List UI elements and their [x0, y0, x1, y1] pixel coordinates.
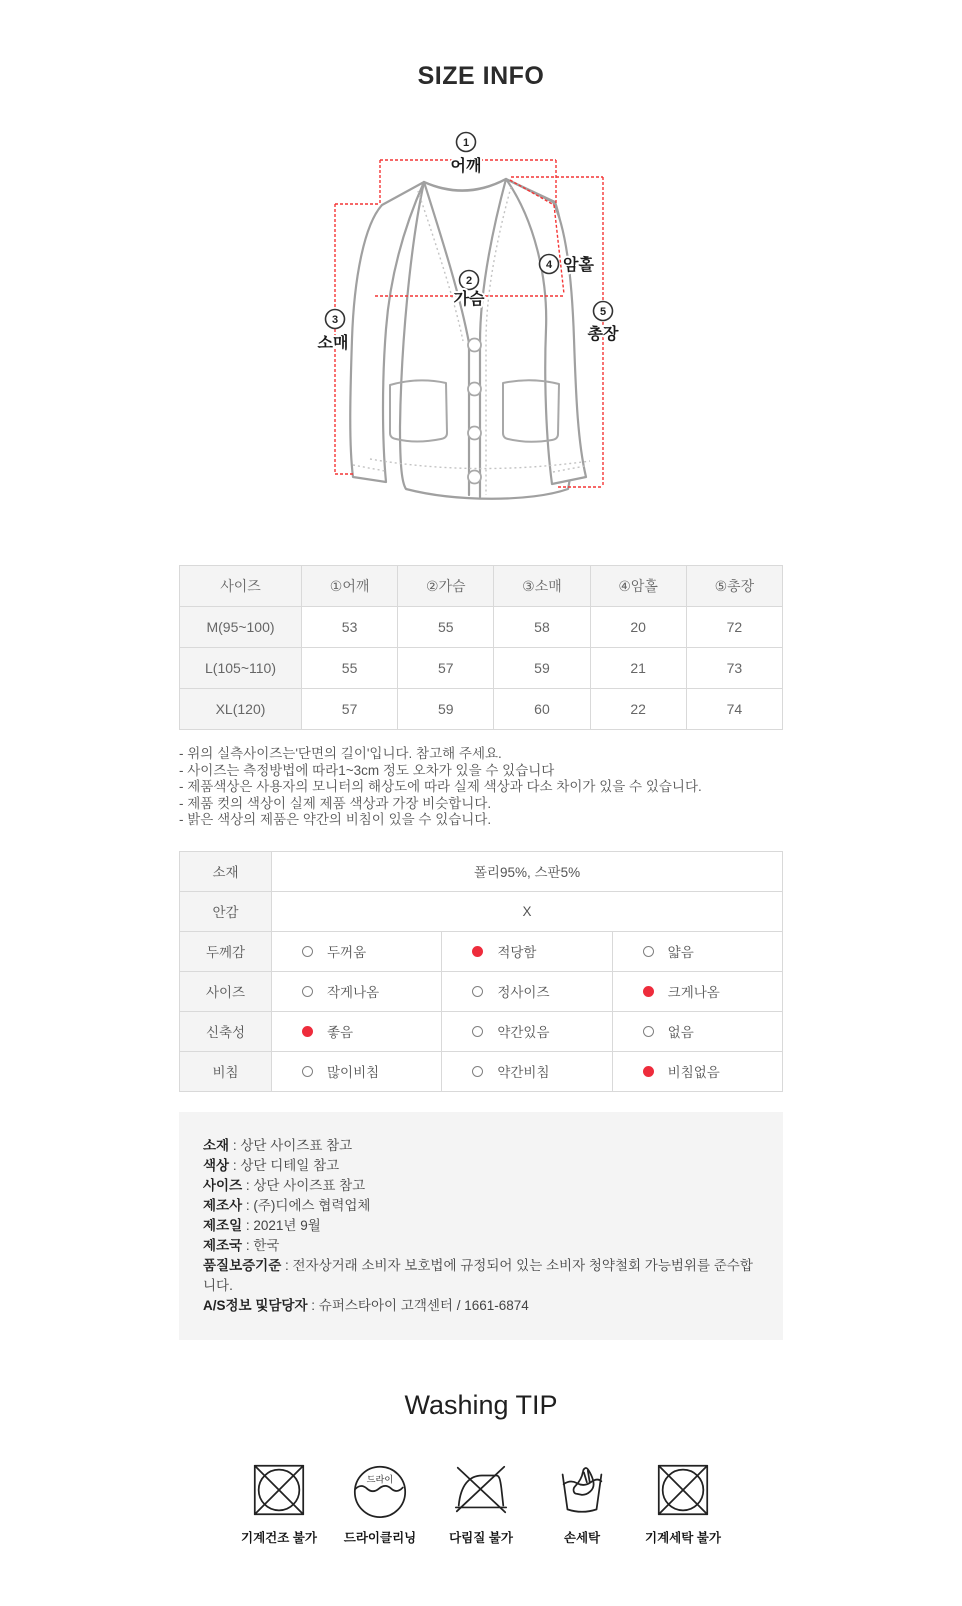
info-line-size: 사이즈 : 상단 사이즈표 참고 — [203, 1177, 366, 1193]
svg-text:소매: 소매 — [317, 335, 349, 352]
wash-item-no-machine-wash — [633, 1459, 734, 1546]
sheerness-row — [180, 1051, 783, 1091]
size-value: 59 — [398, 689, 494, 730]
option-cell — [442, 971, 612, 1011]
option-cell — [612, 1011, 782, 1051]
option-label: 두꺼움 — [327, 945, 367, 960]
radio-dot — [302, 986, 313, 997]
cardigan-outline — [350, 179, 586, 499]
option-label: 많이비침 — [327, 1065, 380, 1080]
svg-text:총장: 총장 — [587, 326, 619, 343]
lining-value: X — [272, 891, 783, 931]
fit-row — [180, 971, 783, 1011]
wash-item-no-tumble-dry — [229, 1459, 330, 1546]
size-info-page — [0, 62, 962, 1606]
fabric-value: 폴리95%, 스판5% — [272, 851, 783, 891]
info-line-as-contact: A/S정보 및담당자 : 슈퍼스타아이 고객센터 / 1661-6874 — [203, 1297, 529, 1313]
size-value: 72 — [686, 607, 782, 648]
svg-text:1: 1 — [462, 137, 470, 149]
label-armhole — [540, 255, 595, 275]
info-value: 상단 디테일 참고 — [240, 1157, 340, 1173]
info-value: 전자상거래 소비자 보호법에 규정되어 있는 소비자 청약철회 가능범위를 준수합니다. — [203, 1257, 753, 1293]
note-line: - 제품 컷의 색상이 실제 제품 색상과 가장 비슷합니다. — [179, 795, 492, 811]
cardigan-diagram-svg — [306, 127, 656, 527]
size-table-header: ③소매 — [494, 566, 590, 607]
stretch-label: 신축성 — [180, 1011, 272, 1051]
lining-label: 안감 — [180, 891, 272, 931]
fabric-row — [180, 851, 783, 891]
size-value: 58 — [494, 607, 590, 648]
size-table-header-row — [180, 566, 783, 607]
option-cell — [442, 1011, 612, 1051]
size-table-header: ①어깨 — [302, 566, 398, 607]
option-cell — [272, 1011, 442, 1051]
wash-label: 손세탁 — [563, 1530, 601, 1545]
thickness-label: 두께감 — [180, 931, 272, 971]
label-sleeve — [318, 310, 349, 353]
label-shoulder — [451, 133, 482, 176]
info-line-manufacturer: 제조사 : (주)디에스 협력업체 — [203, 1197, 371, 1213]
size-notes — [179, 746, 783, 829]
radio-dot — [643, 1026, 654, 1037]
svg-text:암홀: 암홀 — [563, 257, 594, 274]
info-value: 슈퍼스타아이 고객센터 / 1661-6874 — [318, 1297, 529, 1313]
size-table-row-l — [180, 648, 783, 689]
radio-dot — [302, 946, 313, 957]
option-label: 정사이즈 — [497, 985, 550, 1000]
no-iron-icon — [450, 1459, 512, 1521]
no-machine-wash-icon — [652, 1459, 714, 1521]
size-value: 55 — [302, 648, 398, 689]
fabric-detail-table — [179, 851, 783, 1092]
size-table-header: ④암홀 — [590, 566, 686, 607]
option-cell — [612, 931, 782, 971]
option-cell — [612, 1051, 782, 1091]
size-value: 74 — [686, 689, 782, 730]
radio-dot — [472, 946, 483, 957]
size-info-title: SIZE INFO — [417, 62, 545, 90]
svg-text:4: 4 — [545, 259, 553, 271]
option-label: 비침없음 — [667, 1065, 720, 1080]
svg-text:어깨: 어깨 — [450, 158, 482, 175]
svg-text:3: 3 — [331, 314, 339, 326]
size-value: 53 — [302, 607, 398, 648]
hand-wash-icon — [551, 1459, 613, 1521]
size-row-label: M(95~100) — [180, 607, 302, 648]
size-value: 57 — [398, 648, 494, 689]
svg-text:가슴: 가슴 — [453, 291, 485, 308]
size-table-header: 사이즈 — [180, 566, 302, 607]
size-table-header: ②가슴 — [398, 566, 494, 607]
fabric-label: 소재 — [180, 851, 272, 891]
thickness-row — [180, 931, 783, 971]
note-line: - 사이즈는 측정방법에 따라1~3cm 정도 오차가 있을 수 있습니다 — [179, 762, 555, 778]
info-value: 한국 — [253, 1237, 280, 1253]
info-value: 상단 사이즈표 참고 — [240, 1137, 353, 1153]
washing-tip-title: Washing TIP — [404, 1389, 558, 1420]
radio-dot — [472, 1066, 483, 1077]
fit-label: 사이즈 — [180, 971, 272, 1011]
size-table-row-xl — [180, 689, 783, 730]
info-value: 2021년 9월 — [253, 1217, 321, 1233]
info-line-warranty: 품질보증기준 : 전자상거래 소비자 보호법에 규정되어 있는 소비자 청약철회 가능범위를 준수합니다. — [203, 1257, 753, 1293]
option-cell — [612, 971, 782, 1011]
wash-item-no-iron — [431, 1459, 532, 1546]
option-label: 좋음 — [327, 1025, 354, 1040]
wash-label: 다림질 불가 — [449, 1530, 513, 1545]
size-value: 22 — [590, 689, 686, 730]
info-value: (주)디에스 협력업체 — [253, 1197, 371, 1213]
option-cell — [442, 1051, 612, 1091]
option-label: 없음 — [667, 1025, 694, 1040]
svg-text:드라이: 드라이 — [366, 1473, 394, 1484]
radio-dot — [302, 1066, 313, 1077]
wash-item-dry-cleaning — [330, 1459, 431, 1546]
radio-dot — [643, 1066, 654, 1077]
radio-dot — [643, 946, 654, 957]
size-value: 20 — [590, 607, 686, 648]
size-table-header: ⑤총장 — [686, 566, 782, 607]
info-line-country: 제조국 : 한국 — [203, 1237, 280, 1253]
option-label: 약간있음 — [497, 1025, 550, 1040]
option-label: 약간비침 — [497, 1065, 550, 1080]
size-value: 73 — [686, 648, 782, 689]
cardigan-measurement-diagram — [306, 127, 656, 527]
radio-dot — [643, 986, 654, 997]
size-value: 60 — [494, 689, 590, 730]
option-cell — [272, 971, 442, 1011]
product-info-box — [179, 1112, 783, 1340]
svg-text:5: 5 — [599, 306, 607, 318]
wash-item-hand-wash — [532, 1459, 633, 1546]
size-row-label: L(105~110) — [180, 648, 302, 689]
radio-dot — [472, 986, 483, 997]
info-line-mfg-date: 제조일 : 2021년 9월 — [203, 1217, 321, 1233]
size-row-label: XL(120) — [180, 689, 302, 730]
note-line: - 밝은 색상의 제품은 약간의 비침이 있을 수 있습니다. — [179, 812, 492, 827]
option-label: 얇음 — [667, 945, 694, 960]
note-line: - 제품색상은 사용자의 모니터의 해상도에 따라 실제 색상과 다소 차이가 있을 수 있습니다. — [179, 779, 702, 794]
size-table-row-m — [180, 607, 783, 648]
size-value: 55 — [398, 607, 494, 648]
washing-icons-row — [0, 1459, 962, 1546]
note-line: - 위의 실측사이즈는'단면의 길이'입니다. 참고해 주세요. — [179, 746, 502, 761]
info-line-color: 색상 : 상단 디테일 참고 — [203, 1157, 340, 1173]
no-tumble-dry-icon — [248, 1459, 310, 1521]
info-value: 상단 사이즈표 참고 — [253, 1177, 366, 1193]
sheerness-label: 비침 — [180, 1051, 272, 1091]
option-cell — [442, 931, 612, 971]
radio-dot — [472, 1026, 483, 1037]
wash-label: 드라이클리닝 — [343, 1530, 417, 1545]
stretch-row — [180, 1011, 783, 1051]
size-value: 57 — [302, 689, 398, 730]
size-value: 59 — [494, 648, 590, 689]
option-cell — [272, 931, 442, 971]
wash-label: 기계건조 불가 — [241, 1530, 317, 1545]
size-value: 21 — [590, 648, 686, 689]
option-label: 크게나옴 — [667, 985, 720, 1000]
info-line-material: 소재 : 상단 사이즈표 참고 — [203, 1137, 353, 1153]
option-cell — [272, 1051, 442, 1091]
lining-row — [180, 891, 783, 931]
option-label: 적당함 — [497, 945, 537, 960]
wash-label: 기계세탁 불가 — [645, 1530, 721, 1545]
svg-text:2: 2 — [465, 275, 473, 287]
option-label: 작게나옴 — [327, 985, 380, 1000]
dry-cleaning-icon — [349, 1459, 411, 1521]
radio-dot — [302, 1026, 313, 1037]
size-table — [179, 565, 783, 730]
